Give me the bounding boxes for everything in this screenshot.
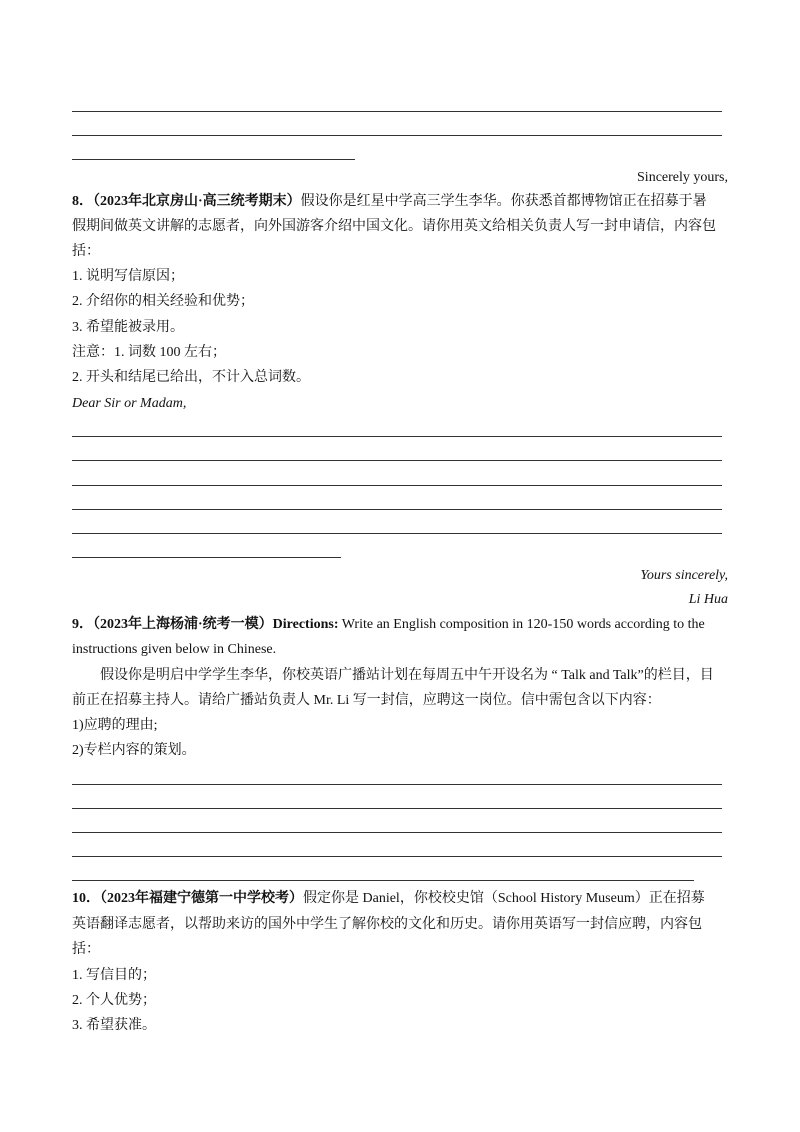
answer-line-short — [72, 557, 341, 558]
answer-line — [72, 111, 722, 112]
q9-directions-line1: Write an English composition in 120-150 words according to the — [338, 617, 705, 632]
q10-number: 10． — [72, 891, 100, 906]
answer-line — [72, 485, 722, 486]
answer-line — [72, 784, 722, 785]
q9-point-1: 1)应聘的理由; — [72, 718, 158, 733]
q8-header — [72, 192, 730, 212]
q10-point-1: 1. 写信目的； — [72, 968, 156, 983]
q9-directions-line2: instructions given below in Chinese. — [72, 642, 277, 657]
q8-point-1: 1. 说明写信原因； — [72, 269, 184, 284]
q8-point-2: 2. 介绍你的相关经验和优势； — [72, 294, 254, 309]
q9-point-2: 2)专栏内容的策划。 — [72, 743, 196, 758]
q8-number: 8． — [72, 194, 93, 209]
q8-note-2: 2. 开头和结尾已给出，不计入总词数。 — [72, 370, 310, 385]
q8-closing: Yours sincerely, — [640, 568, 728, 583]
answer-line — [72, 135, 722, 136]
answer-line — [72, 832, 722, 833]
q10-stem-line3: 括： — [72, 942, 100, 957]
q8-source: （2023年北京房山·高三统考期末） — [93, 194, 301, 209]
q8-stem-line2: 假期间做英文讲解的志愿者，向外国游客介绍中国文化。请你用英文给相关负责人写一封申请信，内容包 — [72, 219, 716, 234]
q9-header — [72, 615, 730, 635]
q8-stem-line1: 假设你是红星中学高三学生李华。你获悉首都博物馆正在招募于暑 — [300, 194, 707, 209]
q8-point-3: 3. 希望能被录用。 — [72, 320, 184, 335]
answer-line — [72, 436, 722, 437]
answer-line — [72, 808, 722, 809]
q9-stem-line1: 假设你是明启中学学生李华，你校英语广播站计划在每周五中午开设名为 “ Talk and Talk”的栏目，目 — [100, 668, 714, 683]
q10-stem-line2: 英语翻译志愿者，以帮助来访的国外中学生了解你校的文化和历史。请你用英语写一封信应聘，内容包 — [72, 917, 702, 932]
q9-directions-label: Directions: — [272, 617, 339, 632]
q9-stem-line2: 前正在招募主持人。请给广播站负责人 Mr. Li 写一封信，应聘这一岗位。信中需包含以下内容： — [72, 693, 661, 708]
q10-header — [72, 889, 730, 909]
answer-line-short — [72, 159, 355, 160]
q8-signature: Li Hua — [688, 592, 728, 607]
answer-line — [72, 533, 722, 534]
q10-point-2: 2. 个人优势； — [72, 993, 156, 1008]
answer-line — [72, 460, 722, 461]
q10-source: （2023年福建宁德第一中学校考） — [100, 891, 303, 906]
q10-stem-line1: 假定你是 Daniel，你校校史馆（School History Museum）正在招募 — [303, 891, 705, 906]
answer-line — [72, 509, 722, 510]
q7-closing: Sincerely yours, — [637, 170, 728, 185]
q8-note-1: 注意：1. 词数 100 左右； — [72, 345, 226, 360]
q8-stem-line3: 括： — [72, 244, 100, 259]
q8-salutation: Dear Sir or Madam, — [72, 396, 187, 411]
answer-line — [72, 856, 722, 857]
q9-number: 9． — [72, 617, 93, 632]
answer-line — [72, 880, 694, 881]
q9-source: （2023年上海杨浦·统考一模） — [93, 617, 273, 632]
q10-point-3: 3. 希望获准。 — [72, 1018, 156, 1033]
